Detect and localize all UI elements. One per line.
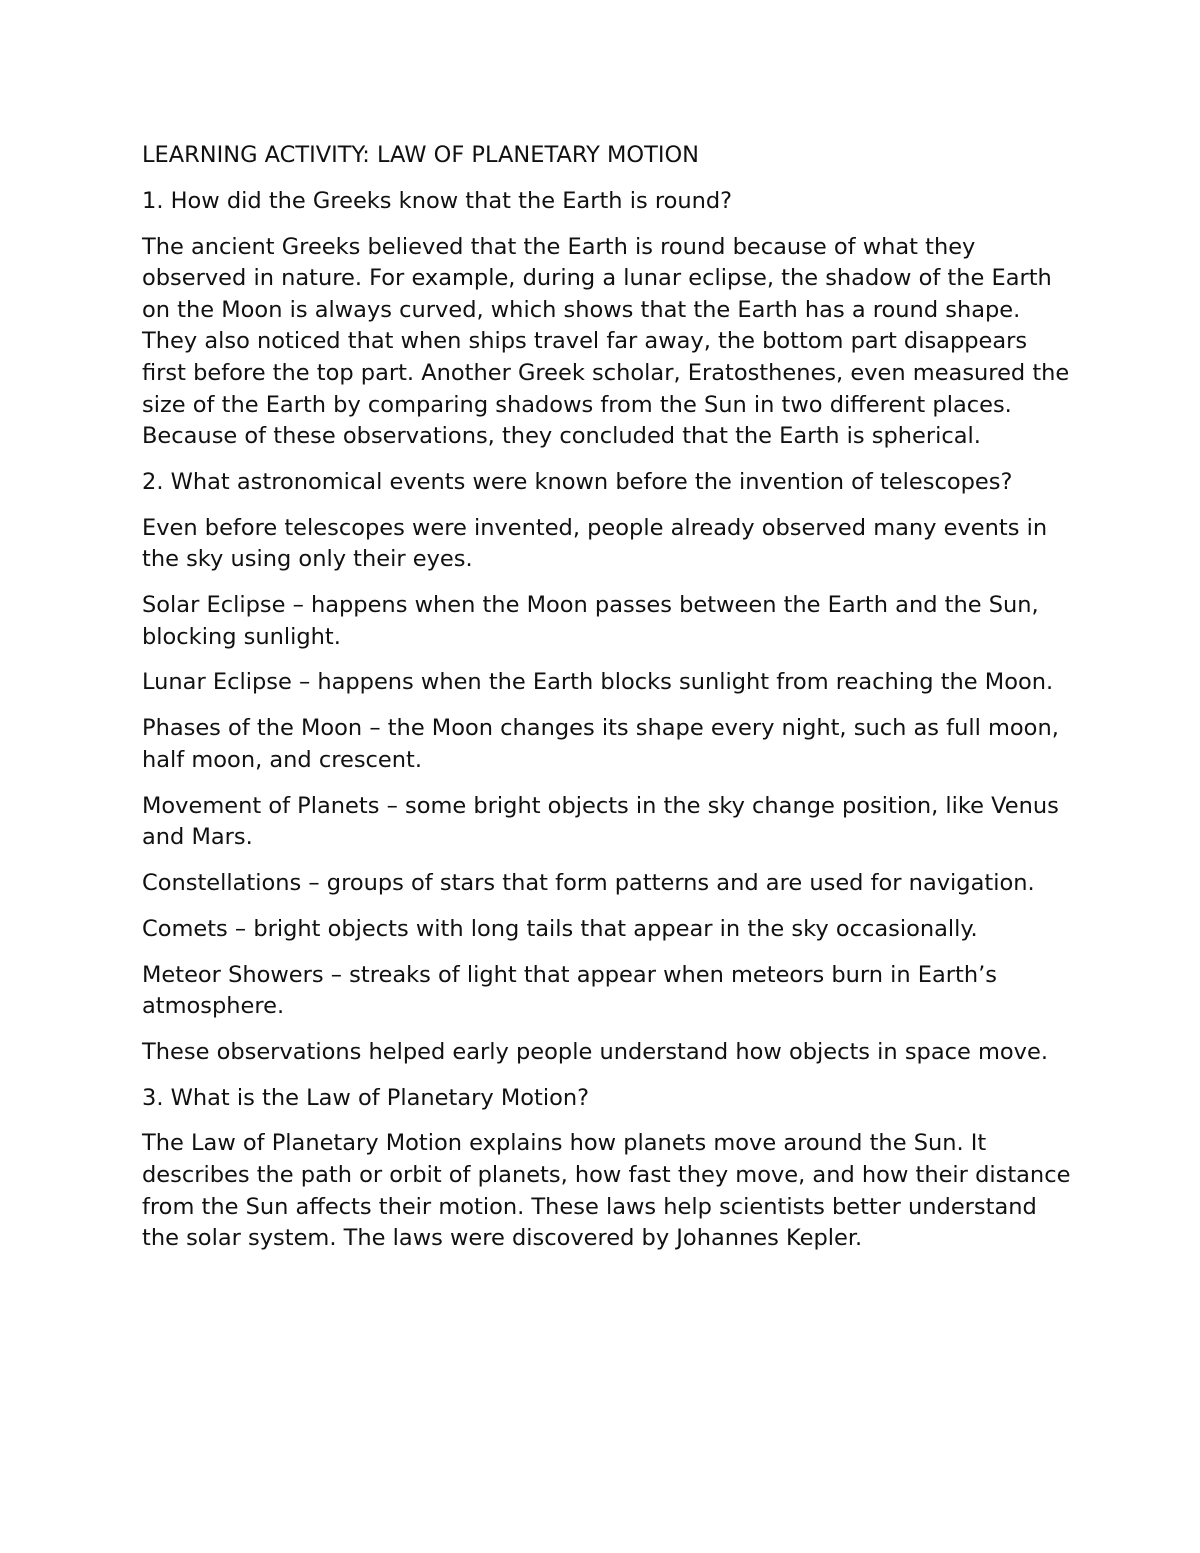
event-meteor-showers: Meteor Showers – streaks of light that appear when meteors burn in Earth’s atmosphere. [142,961,998,1020]
question-3: 3. What is the Law of Planetary Motion? [142,1084,590,1111]
question-2: 2. What astronomical events were known before the invention of telescopes? [142,468,1013,495]
event-lunar-eclipse: Lunar Eclipse – happens when the Earth blocks sunlight from reaching the Moon. [142,669,1054,696]
answer-1: The ancient Greeks believed that the Earth is round because of what they observed in nature. For example, during a lunar eclipse, the shadow of the Earth on the Moon is always curved, which shows that the Earth has a round shape. They also noticed that when ships travel far away, the bottom part disappears first before the top part. Another Greek scholar, Eratosthenes, even measured the size of the Earth by comparing shadows from the Sun in two different places. Because of these observations, they concluded that the Earth is spherical. [142,233,1070,450]
document-title: LEARNING ACTIVITY: LAW OF PLANETARY MOTION [142,142,700,168]
event-solar-eclipse: Solar Eclipse – happens when the Moon passes between the Earth and the Sun, blocking sunlight. [142,592,1039,650]
answer-2-intro: Even before telescopes were invented, people already observed many events in the sky using only their eyes. [142,514,1048,573]
event-planet-movement: Movement of Planets – some bright objects in the sky change position, like Venus and Mars. [142,792,1059,851]
document-body [142,140,1072,1269]
event-moon-phases: Phases of the Moon – the Moon changes its shape every night, such as full moon, half moon, and crescent. [142,715,1059,773]
answer-2-conclusion: These observations helped early people understand how objects in space move. [142,1038,1048,1065]
question-1: 1. How did the Greeks know that the Earth is round? [142,187,733,214]
event-constellations: Constellations – groups of stars that form patterns and are used for navigation. [142,869,1035,896]
answer-3: The Law of Planetary Motion explains how planets move around the Sun. It describes the path or orbit of planets, how fast they move, and how their distance from the Sun affects their motion. These laws help scientists better understand the solar system. The laws were discovered by Johannes Kepler. [142,1130,1071,1252]
event-comets: Comets – bright objects with long tails that appear in the sky occasionally. [142,915,978,942]
